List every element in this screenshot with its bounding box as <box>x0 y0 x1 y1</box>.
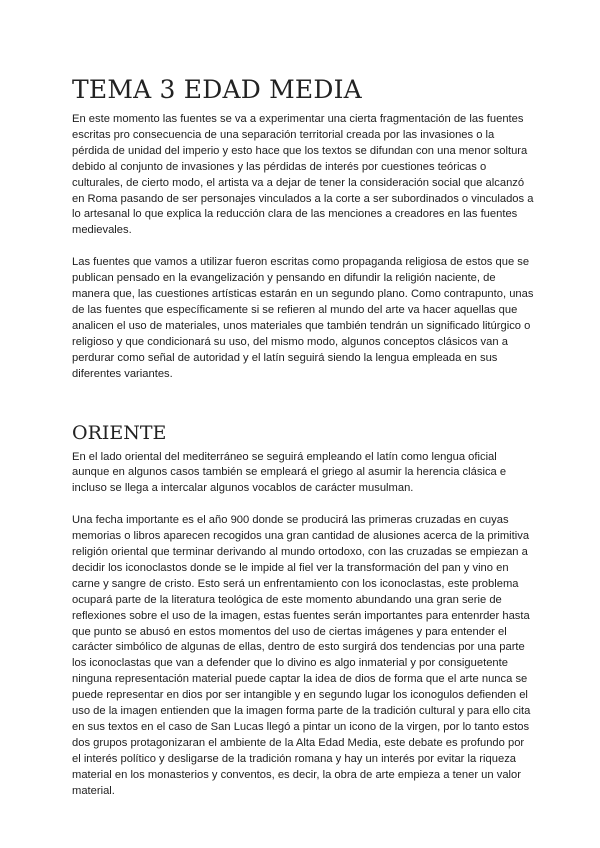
intro-paragraph-2: Las fuentes que vamos a utilizar fueron escritas como propaganda religiosa de estos que se publican pensado en la evangelización y pensando en difundir la religión naciente, de manera que, las cuestiones artísticas estarán en un segundo plano. Como contrapunto, unas de las fuentes que específicamente si se refieren al mundo del arte va hacer aquellas que analicen el uso de materiales, unos materiales que también tendrán un significado litúrgico o religioso y que condicionará su uso, del mismo modo, algunos conceptos clásicos van a perdurar como señal de autoridad y el latín seguirá siendo la lengua empleada en sus diferentes variantes. <box>72 256 534 380</box>
oriente-paragraph-1: En el lado oriental del mediterráneo se seguirá empleando el latín como lengua oficial aunque en algunos casos también se empleará el griego al asumir la herencia clásica e incluso se llega a intercalar algunos vocablos de carácter musulman. <box>72 450 507 495</box>
oriente-paragraph-2: Una fecha importante es el año 900 donde se producirá las primeras cruzadas en cuyas memorias o libros aparecen recogidos una gran cantidad de alusiones acerca de la primitiva religión oriental que terminar derivando al mundo ortodoxo, con las cruzadas se empiezan a decidir los iconoclastos donde se le impide al fiel ver la transformación del pan y vino en carne y sangre de cristo. Esto será un enfrentamiento con los iconoclastas, este problema ocupará parte de la literatura teológica de este momento abundando una gran serie de reflexiones sobre el uso de la imagen, estas fuentes serán importantes para entenrder hasta que punto se abusó en estos momentos del uso de ciertas imágenes y para entender el carácter simbólico de algunas de ellas, dentro de esto surgirá dos tendencias por una parte los iconoclastas que van a defender que lo divino es algo inmaterial y por consiguetente ninguna representación material puede captar la idea de dios de forma que el arte nunca se puede representar en dios por ser intangible y en segundo lugar los iconogulos defienden el uso de la imagen entienden que la imagen forma parte de la tradición cultural y para ello cita en sus textos en el caso de San Lucas llegó a pintar un icono de la virgen, por lo tanto estos dos grupos protagonizaran el ambiente de la Alta Edad Media, este debate es profundo por el interés político y desligarse de la tradición romana y hay un interés por evitar la riqueza material en los monasterios y conventos, es decir, la obra de arte empieza a tener un valor material. <box>72 514 531 797</box>
page-title: TEMA 3 EDAD MEDIA <box>72 75 362 104</box>
section-heading-oriente: ORIENTE <box>72 421 167 444</box>
document-page <box>72 74 534 800</box>
intro-paragraph-1: En este momento las fuentes se va a experimentar una cierta fragmentación de las fuentes escritas pro consecuencia de una separación territorial creada por las invasiones o la pérdida de unidad del imperio y esto hace que los textos se difundan con una menor soltura debido al conjunto de invasiones y las pérdidas de interés por cuestiones teóricas o culturales, de cierto modo, el artista va a dejar de tener la consideración social que alcanzó en Roma pasando de ser personajes vinculados a la corte a ser subordinados o vinculados a lo artesanal lo que explica la reducción clara de las menciones a creadores en las fuentes medievales. <box>72 113 534 237</box>
